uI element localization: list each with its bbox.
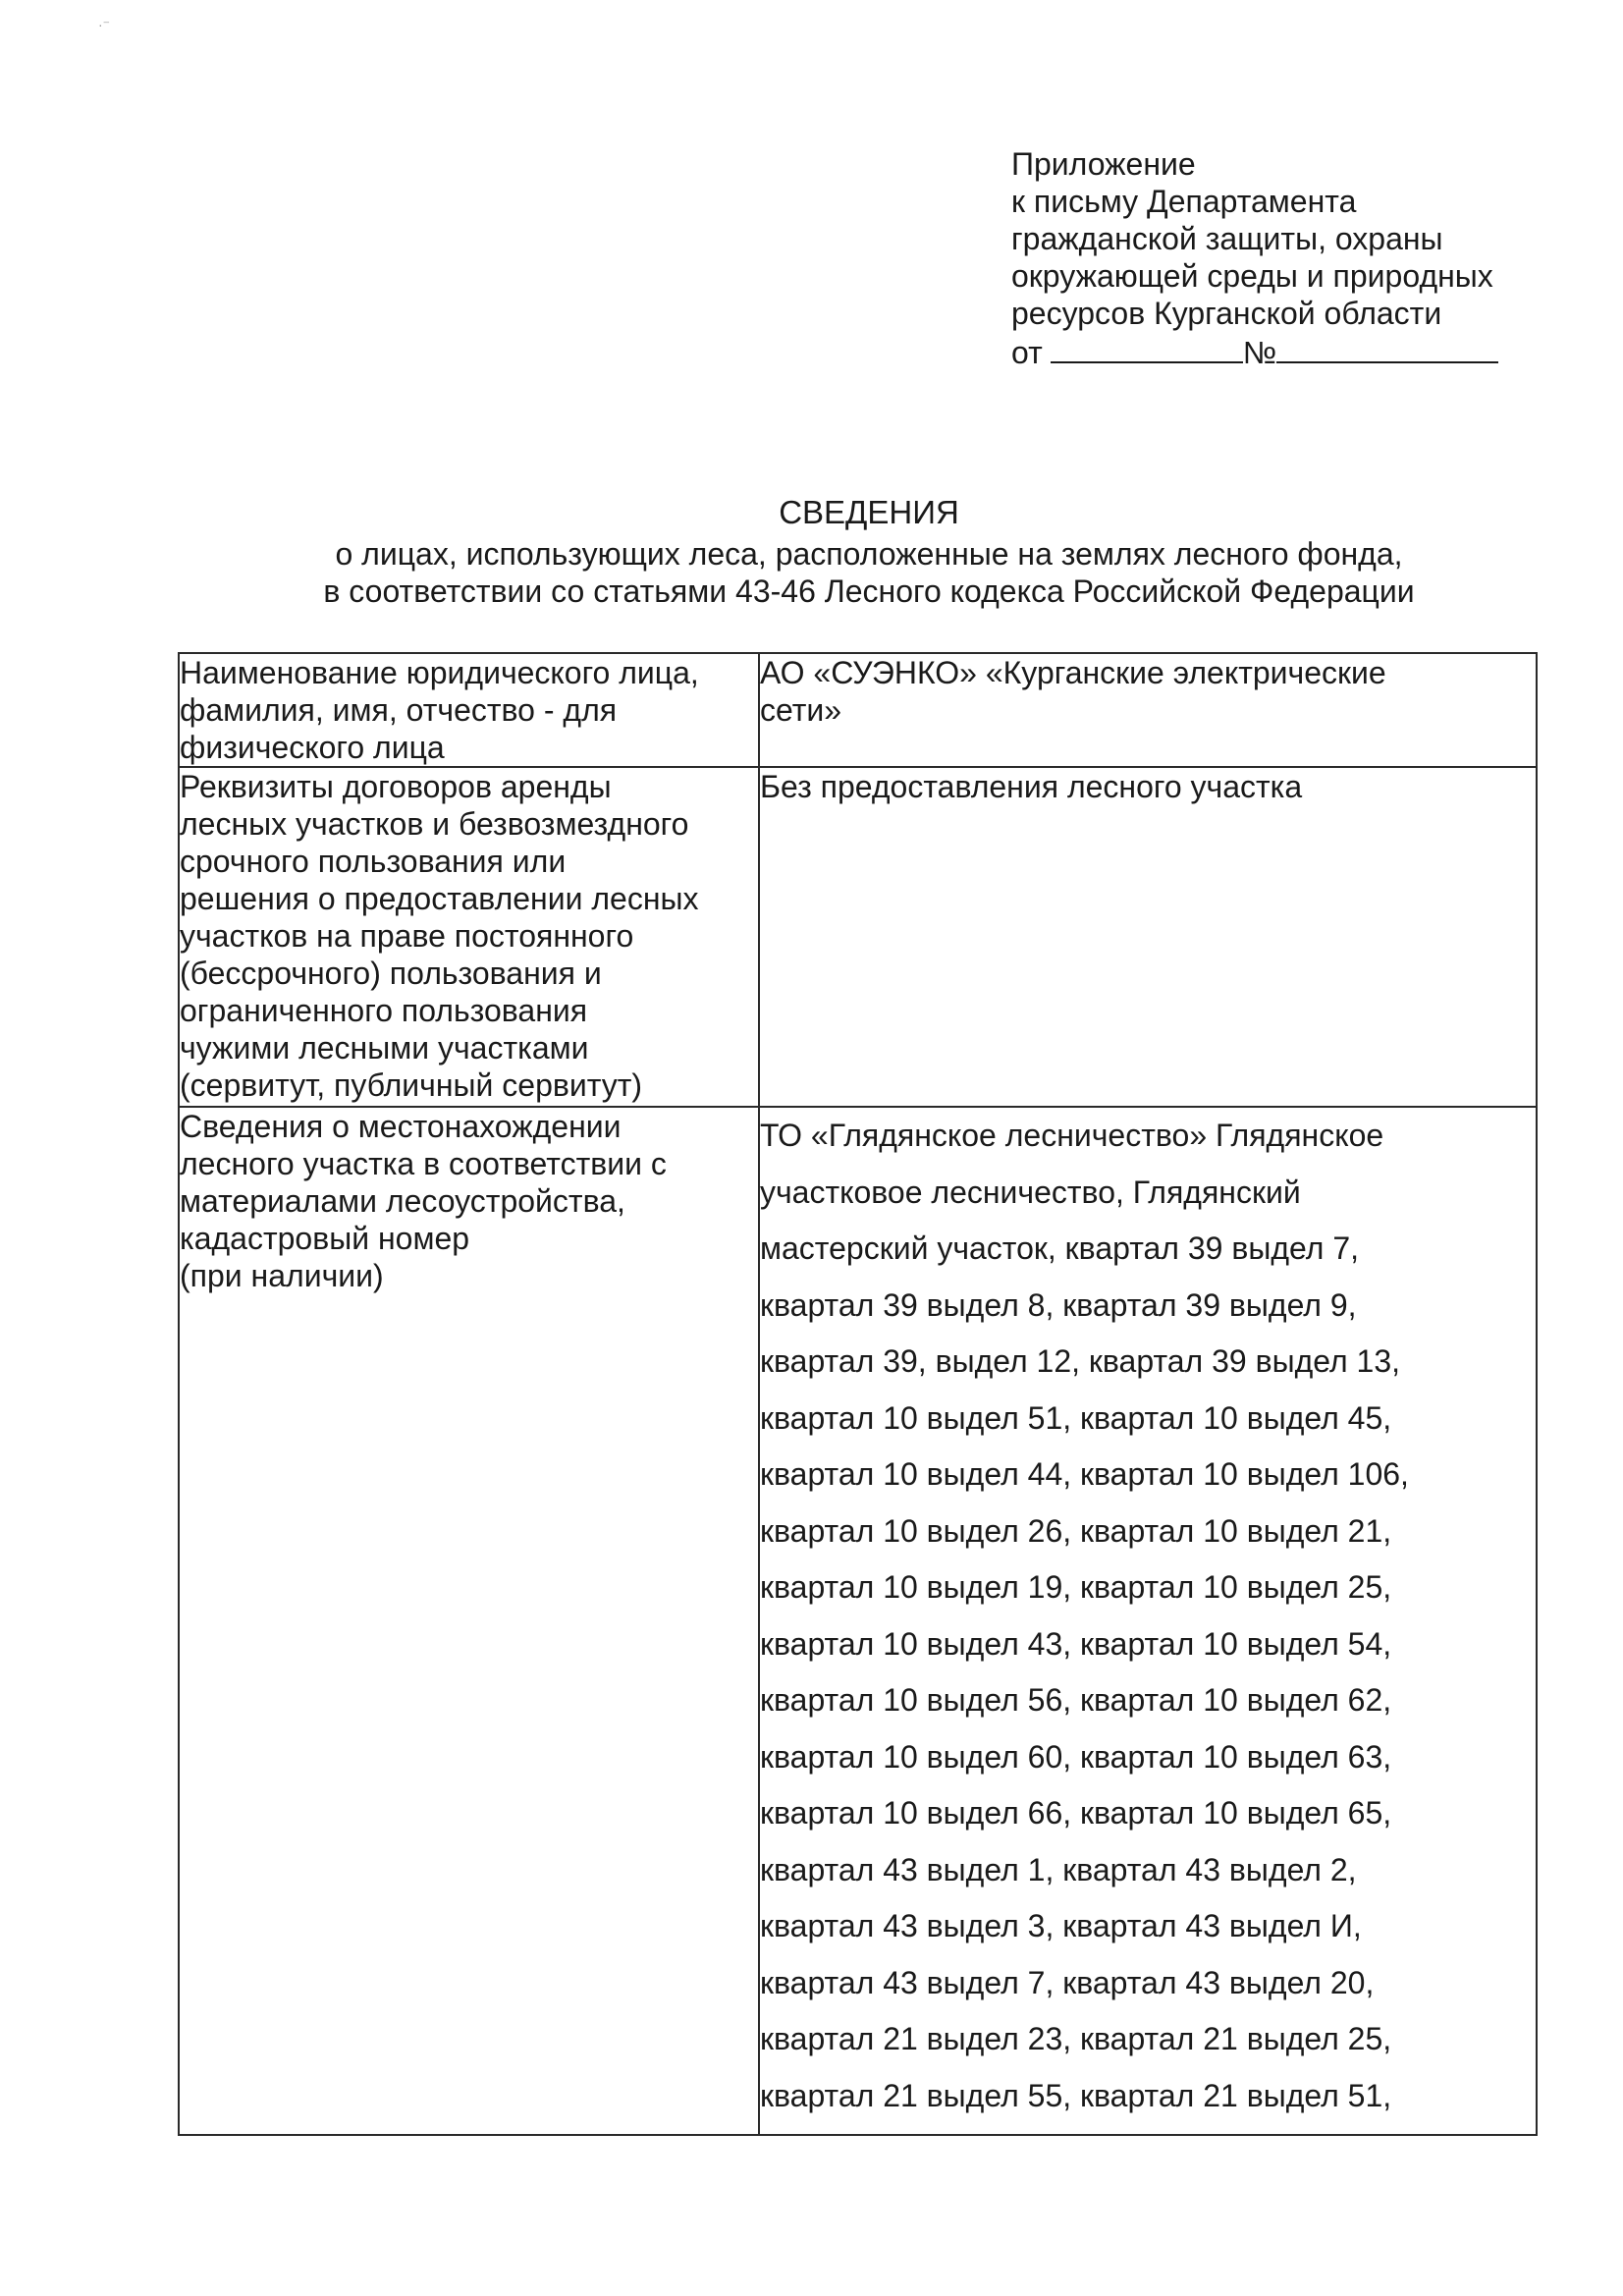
- label-line: Сведения о местонахождении: [180, 1109, 622, 1144]
- value-line: квартал 43 выдел 1, квартал 43 выдел 2,: [760, 1851, 1357, 1887]
- date-blank-field: [1051, 332, 1243, 363]
- label-line: (бессрочного) пользования и: [180, 956, 602, 991]
- label-line: фамилия, имя, отчество - для: [180, 692, 618, 728]
- number-blank-field: [1276, 332, 1498, 363]
- scan-artifact: ·⁻: [98, 17, 111, 32]
- table-value-cell: [759, 1107, 1537, 2135]
- value-line: ТО «Глядянское лесничество» Глядянское: [760, 1118, 1384, 1153]
- value-line: квартал 21 выдел 55, квартал 21 выдел 51,: [760, 2077, 1392, 2113]
- table-label-cell: [179, 653, 759, 767]
- label-line: (при наличии): [180, 1258, 384, 1293]
- label-line: чужими лесными участками: [180, 1030, 589, 1066]
- value-line: квартал 10 выдел 51, квартал 10 выдел 45,: [760, 1399, 1392, 1436]
- document-title-block: [118, 494, 1620, 610]
- table-row: [179, 767, 1537, 1107]
- value-line: квартал 10 выдел 56, квартал 10 выдел 62,: [760, 1682, 1392, 1718]
- label-line: кадастровый номер: [180, 1221, 470, 1256]
- appendix-line: гражданской защиты, охраны: [1011, 221, 1443, 256]
- value-line: АО «СУЭНКО» «Курганские электрические: [760, 655, 1386, 690]
- number-sign: №: [1242, 335, 1277, 370]
- document-title: СВЕДЕНИЯ: [779, 494, 959, 530]
- value-line: квартал 10 выдел 19, квартал 10 выдел 25,: [760, 1569, 1392, 1605]
- table-value-cell: [759, 767, 1537, 1107]
- appendix-line: окружающей среды и природных: [1011, 258, 1493, 294]
- value-line: квартал 39, выдел 12, квартал 39 выдел 13,: [760, 1343, 1401, 1379]
- appendix-block: [1011, 145, 1542, 371]
- date-prefix: от: [1011, 335, 1043, 370]
- label-line: ограниченного пользования: [180, 993, 588, 1028]
- letter-reference-line: [1011, 332, 1542, 371]
- value-line: Без предоставления лесного участка: [760, 769, 1303, 804]
- label-line: лесного участка в соответствии с: [180, 1146, 667, 1181]
- value-line: сети»: [760, 692, 842, 728]
- label-line: физического лица: [180, 730, 445, 765]
- table-row: [179, 653, 1537, 767]
- value-line: квартал 10 выдел 66, квартал 10 выдел 65,: [760, 1795, 1392, 1831]
- label-line: решения о предоставлении лесных: [180, 881, 699, 916]
- value-line: квартал 10 выдел 60, квартал 10 выдел 63,: [760, 1738, 1392, 1775]
- label-line: Реквизиты договоров аренды: [180, 769, 612, 804]
- value-line: участковое лесничество, Глядянский: [760, 1174, 1301, 1210]
- value-line: квартал 43 выдел 3, квартал 43 выдел И,: [760, 1908, 1362, 1943]
- value-line: квартал 10 выдел 26, квартал 10 выдел 21,: [760, 1512, 1392, 1549]
- appendix-line: Приложение: [1011, 146, 1196, 182]
- value-line: квартал 43 выдел 7, квартал 43 выдел 20,: [760, 1964, 1375, 2000]
- value-line: квартал 39 выдел 8, квартал 39 выдел 9,: [760, 1286, 1357, 1323]
- label-line: срочного пользования или: [180, 844, 567, 879]
- value-line: мастерский участок, квартал 39 выдел 7,: [760, 1230, 1359, 1266]
- label-line: (сервитут, публичный сервитут): [180, 1067, 643, 1103]
- table-value-cell: [759, 653, 1537, 767]
- table-label-cell: [179, 767, 759, 1107]
- document-subtitle-line: в соответствии со статьями 43-46 Лесного кодекса Российской Федерации: [323, 574, 1415, 609]
- info-table: [178, 652, 1538, 2136]
- value-line: квартал 21 выдел 23, квартал 21 выдел 25,: [760, 2021, 1392, 2056]
- table-label-cell: [179, 1107, 759, 2135]
- label-line: участков на праве постоянного: [180, 918, 634, 954]
- appendix-line: ресурсов Курганской области: [1011, 296, 1442, 331]
- label-line: материалами лесоустройства,: [180, 1183, 625, 1219]
- appendix-line: к письму Департамента: [1011, 184, 1357, 219]
- label-line: Наименование юридического лица,: [180, 655, 699, 690]
- document-subtitle-line: о лицах, использующих леса, расположенные на землях лесного фонда,: [335, 536, 1403, 572]
- table-row: [179, 1107, 1537, 2135]
- value-line: квартал 10 выдел 44, квартал 10 выдел 106,: [760, 1456, 1409, 1492]
- label-line: лесных участков и безвозмездного: [180, 806, 689, 842]
- value-line: квартал 10 выдел 43, квартал 10 выдел 54,: [760, 1625, 1392, 1662]
